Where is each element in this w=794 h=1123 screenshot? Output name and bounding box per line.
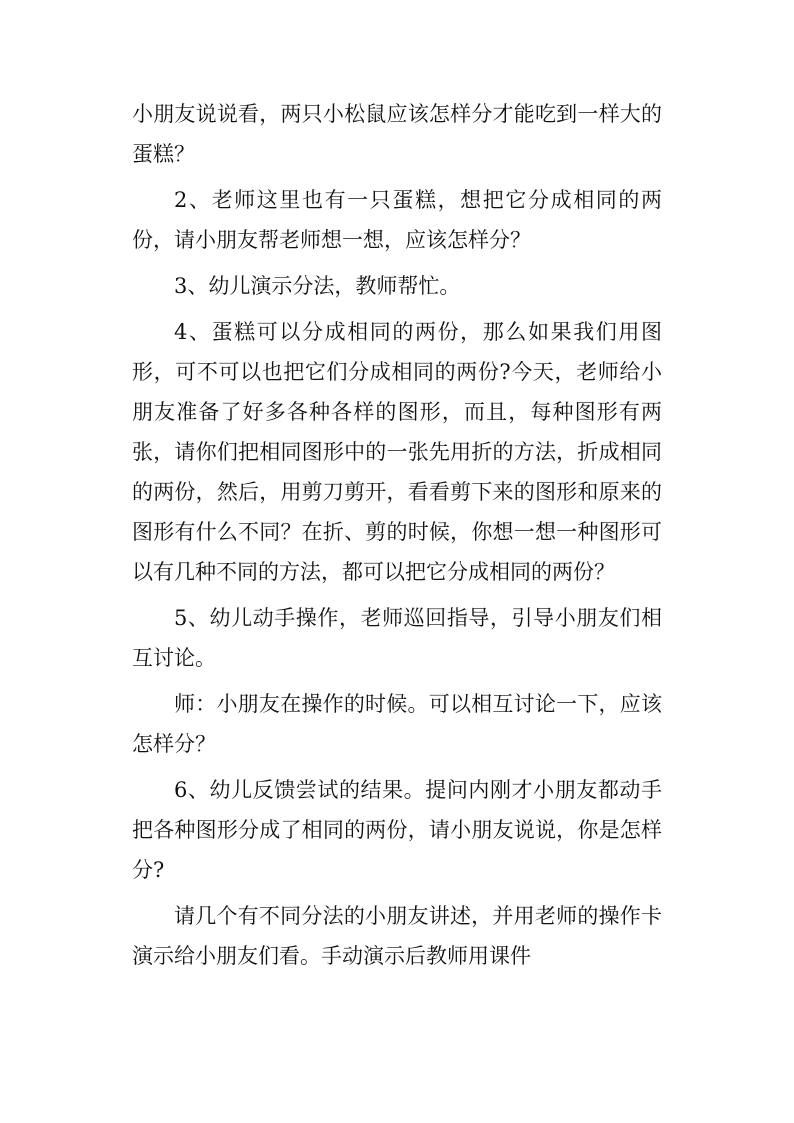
document-body	[132, 94, 662, 982]
paragraph-7: 6、幼儿反馈尝试的结果。提问内刚才小朋友都动手把各种图形分成了相同的两份，请小朋友说说，你是怎样分?	[132, 778, 662, 882]
paragraph-4: 4、蛋糕可以分成相同的两份，那么如果我们用图形，可不可以也把它们分成相同的两份?今天，老师给小朋友准备了好多各种各样的图形，而且，每种图形有两张，请你们把相同图形中的一张先用折的方法，折成相同的两份，然后，用剪刀剪开，看看剪下来的图形和原来的图形有什么不同？在折、剪的时候，你想一想一种图形可以有几种不同的方法，都可以把它分成相同的两份？	[132, 320, 662, 584]
paragraph-3: 3、幼儿演示分法，教师帮忙。	[174, 274, 461, 298]
paragraph-1: 小朋友说说看，两只小松鼠应该怎样分才能吃到一样大的蛋糕？	[132, 102, 662, 166]
paragraph-2: 2、老师这里也有一只蛋糕，想把它分成相同的两份，请小朋友帮老师想一想，应该怎样分？	[132, 188, 662, 252]
paragraph-8: 请几个有不同分法的小朋友讲述，并用老师的操作卡演示给小朋友们看。手动演示后教师用课件	[132, 904, 662, 968]
paragraph-6: 师：小朋友在操作的时候。可以相互讨论一下，应该怎样分？	[132, 692, 662, 756]
paragraph-5: 5、幼儿动手操作，老师巡回指导，引导小朋友们相互讨论。	[132, 606, 662, 670]
